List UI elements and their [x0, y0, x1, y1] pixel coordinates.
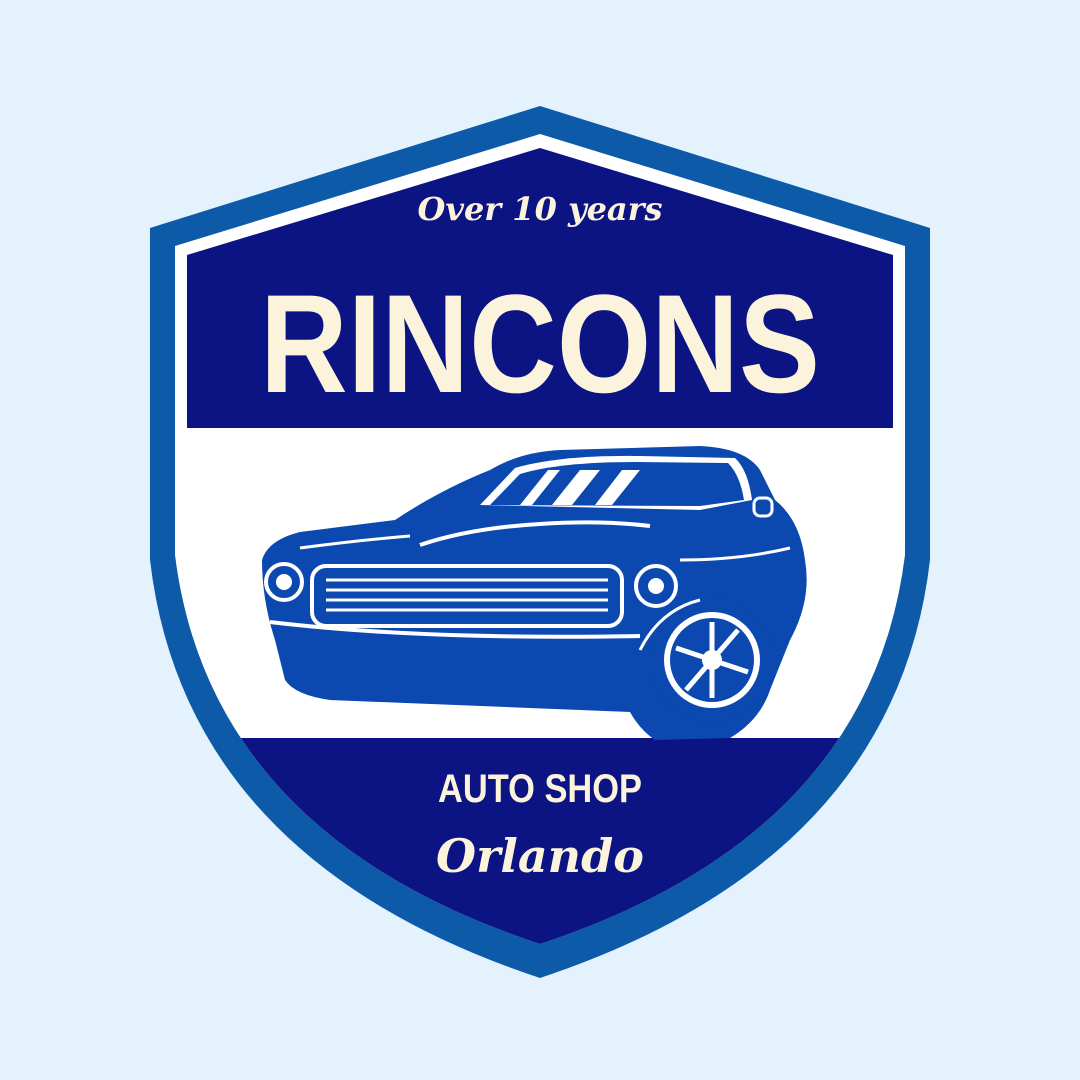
tagline-text: Over 10 years	[417, 190, 663, 228]
shop-name-text: RINCONS	[260, 265, 820, 422]
city-text: Orlando	[436, 829, 644, 883]
subtitle-text: AUTO SHOP	[438, 767, 642, 811]
